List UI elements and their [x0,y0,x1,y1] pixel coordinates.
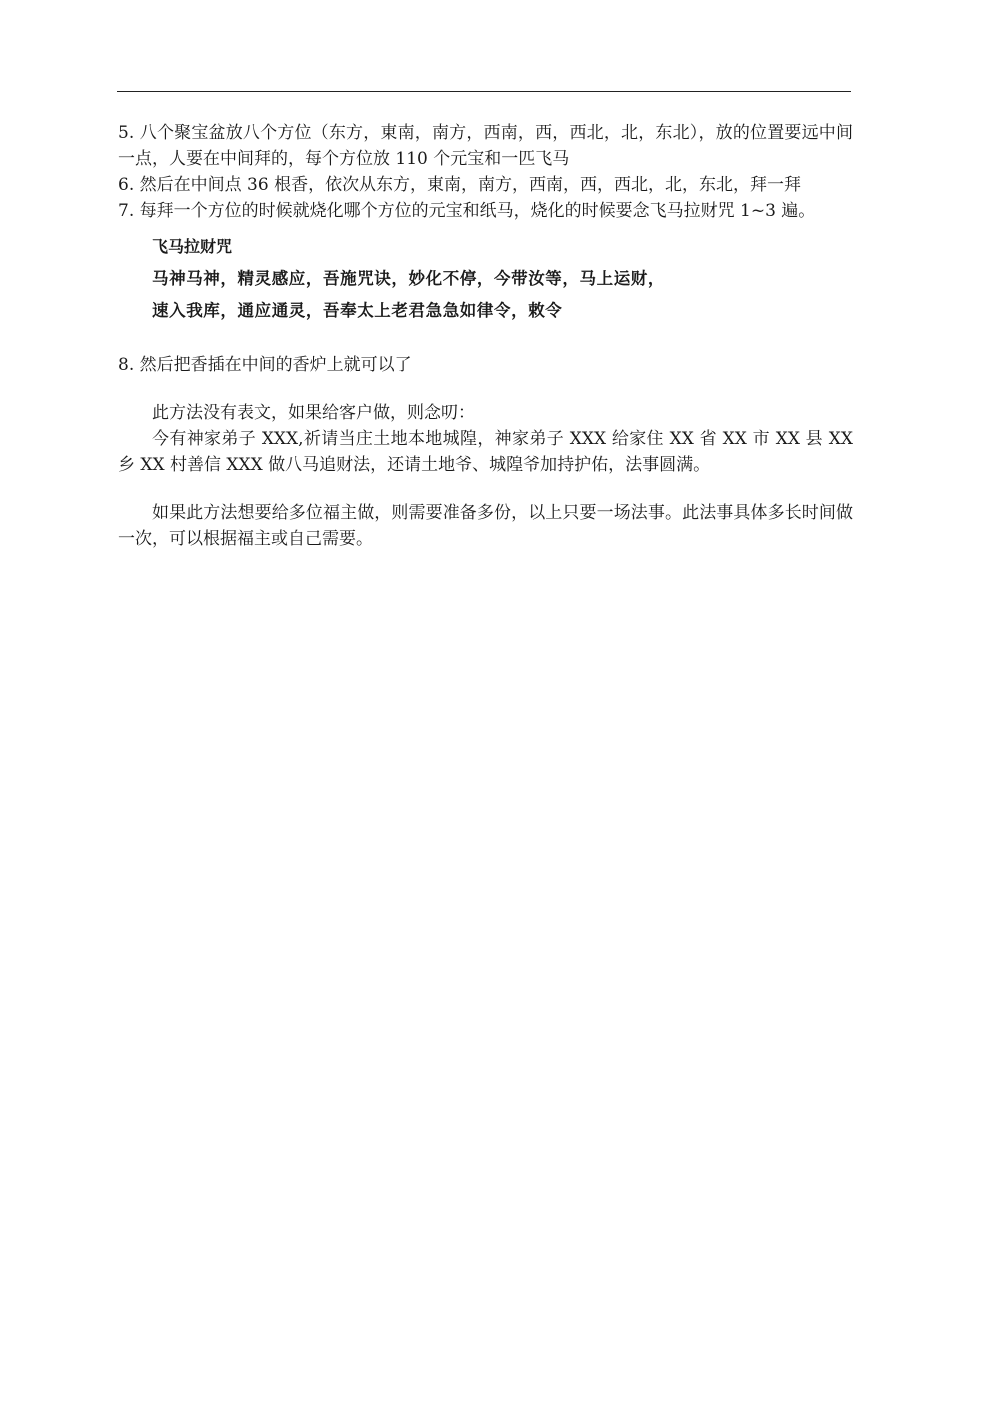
step-7: 7. 每拜一个方位的时候就烧化哪个方位的元宝和纸马，烧化的时候要念飞马拉财咒 1~3 遍。 [118,201,816,221]
mantra-line-1: 马神马神，精灵感应，吾施咒诀，妙化不停，今带汝等，马上运财， [152,269,665,288]
note-intro: 此方法没有表文，如果给客户做，则念叨： [152,403,475,423]
step-8: 8. 然后把香插在中间的香炉上就可以了 [118,355,412,375]
note-prayer: 今有神家弟子 XXX,祈请当庄土地本地城隍，神家弟子 XXX 给家住 XX 省 XX 市 XX 县 XX 乡 XX 村善信 XXX 做八马追财法，还请土地爷、城隍爷加持护佑，法事圆满。 [118,429,853,475]
step-5: 5. 八个聚宝盆放八个方位（东方，東南，南方，西南，西，西北，北，东北），放的位置要远中间一点，人要在中间拜的，每个方位放 110 个元宝和一匹飞马 [118,123,853,169]
closing-paragraph: 如果此方法想要给多位福主做，则需要准备多份，以上只要一场法事。此法事具体多长时间做一次，可以根据福主或自己需要。 [118,503,853,549]
document-body [118,120,853,552]
mantra-title: 飞马拉财咒 [152,237,233,256]
mantra-line-2: 速入我库，通应通灵，吾奉太上老君急急如律令，敕令 [152,301,563,320]
step-6: 6. 然后在中间点 36 根香，依次从东方，東南，南方，西南，西，西北，北，东北，拜一拜 [118,175,802,195]
header-rule [117,91,851,92]
